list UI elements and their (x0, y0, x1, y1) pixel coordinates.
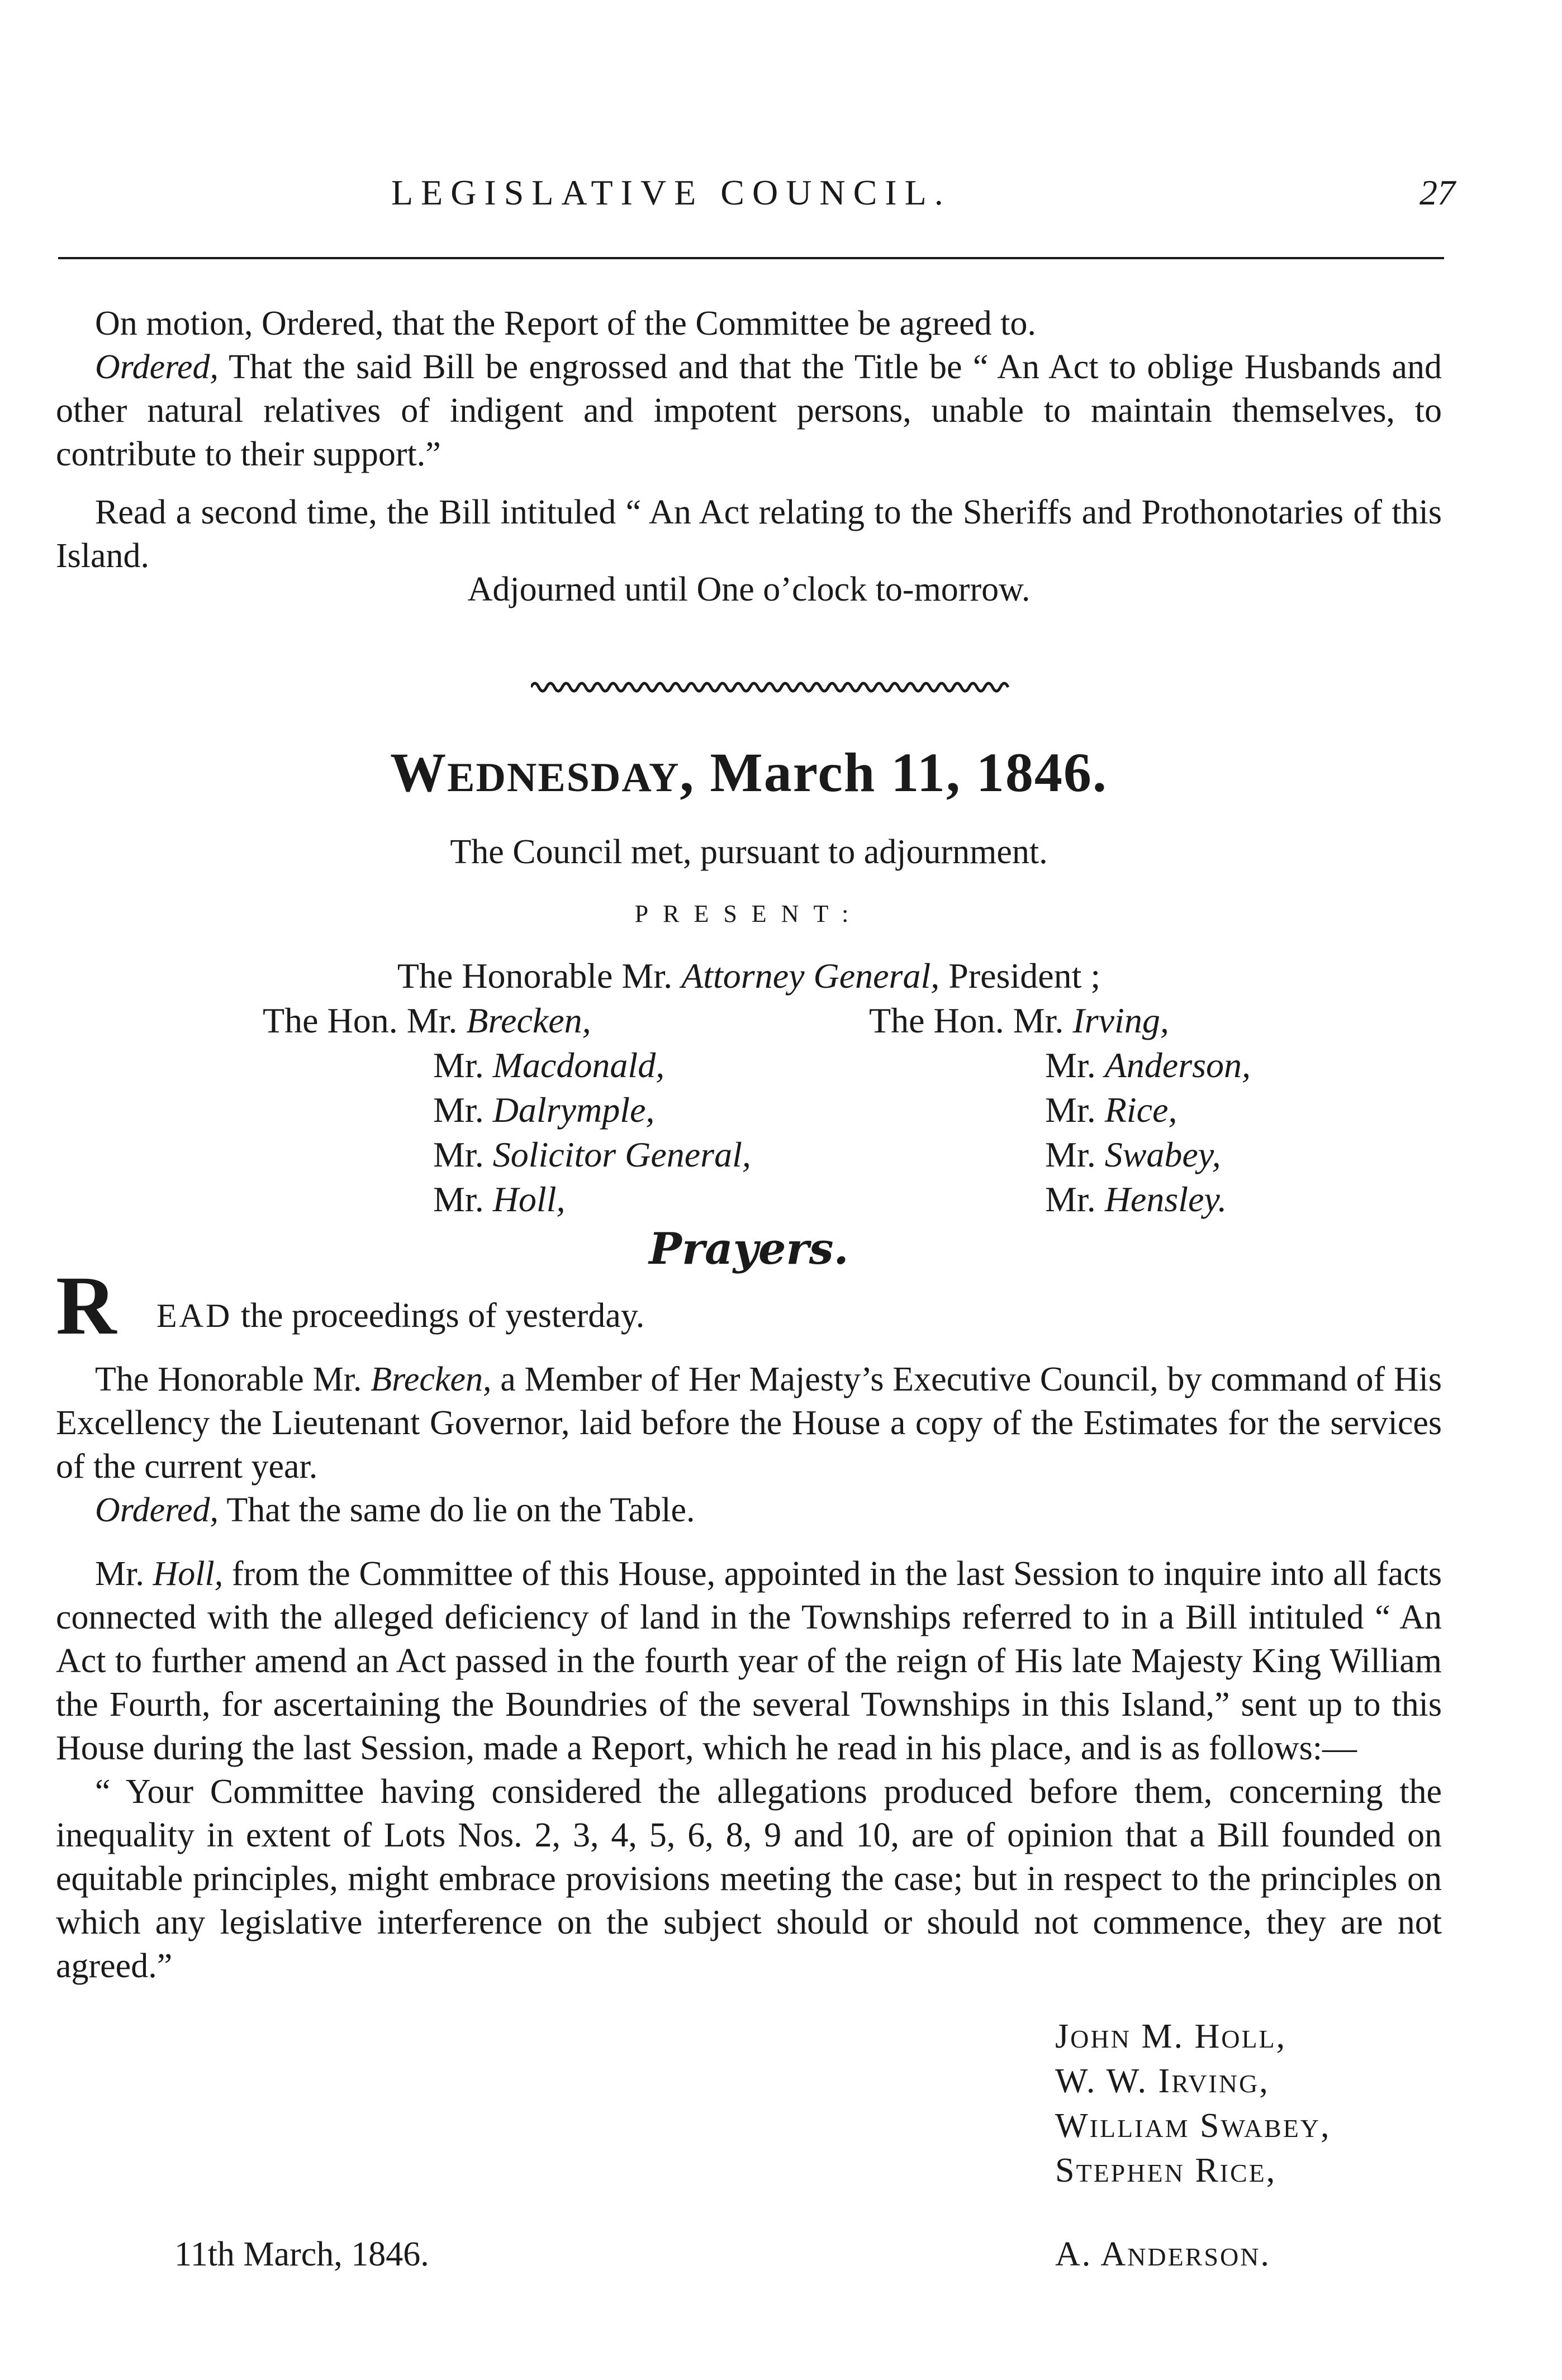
prayers-heading: Prayers. (649, 1224, 849, 1274)
member-left-4: Mr. Solicitor General, (433, 1135, 751, 1174)
member-left-5: Mr. Holl, (433, 1179, 566, 1219)
council-met-line: The Council met, pursuant to adjournment. (450, 833, 1048, 871)
member-right-2: Mr. Anderson, (1045, 1045, 1251, 1085)
ordered-italic: Ordered, (95, 348, 219, 386)
present-label: PRESENT: (634, 900, 863, 927)
drop-cap-letter: R (56, 1259, 117, 1352)
ordered-table-paragraph: Ordered, That the same do lie on the Table. (95, 1491, 695, 1529)
president-line: The Honorable Mr. Attorney General, President ; (397, 956, 1101, 996)
wavy-divider-ornament (531, 676, 1012, 698)
second-reading-paragraph: Read a second time, the Bill intituled “ An Act relating to the Sheriffs and Prothonotaries of this Island. (56, 493, 1442, 575)
page-number: 27 (1419, 173, 1455, 212)
signature-2: W. W. IRVING, (1055, 2062, 1270, 2100)
adjourned-line: Adjourned until One o’clock to-morrow. (467, 570, 1031, 608)
member-right-5: Mr. Hensley. (1045, 1179, 1227, 1219)
committee-report-quote: “ Your Committee having considered the allegations produced before them, concerning the inequality in extent of Lots Nos. 2, 3, 4, 5, 6, 8, 9 and 10, are of opinion that a Bill founded on equitable principles, might embrace provisions meeting the case; but in respect to the principles on which any legislative interference on the subject should or should not commence, they are not agreed.” (56, 1773, 1442, 1985)
member-right-4: Mr. Swabey, (1045, 1135, 1221, 1174)
signature-4: STEPHEN RICE, (1055, 2151, 1277, 2189)
signature-1: JOHN M. HOLL, (1055, 2017, 1287, 2055)
report-date: 11th March, 1846. (174, 2235, 429, 2273)
member-left-1: The Hon. Mr. Brecken, (263, 1001, 591, 1040)
member-left-3: Mr. Dalrymple, (433, 1090, 655, 1130)
running-head: LEGISLATIVE COUNCIL. (391, 173, 951, 212)
ordered-title-paragraph: Ordered, That the said Bill be engrossed and that the Title be “ An Act to oblige Husbands and other natural relatives of indigent and impotent persons, unable to maintain themselves, to contribute to their support.” (56, 348, 1442, 473)
member-left-2: Mr. Macdonald, (433, 1045, 665, 1085)
sitting-date-heading: WEDNESDAY, March 11, 1846. (390, 741, 1108, 803)
holl-report-paragraph: Mr. Holl, from the Committee of this House, appointed in the last Session to inquire into all facts connected with the alleged deficiency of land in the Townships referred to in a Bill intituled “ An Act to further amend an Act passed in the fourth year of the reign of His late Majesty King William the Fourth, for ascertaining the Boundries of the several Townships in this Island,” sent up to this House during the last Session, made a Report, which he read in his place, and is as follows:— (56, 1555, 1442, 1767)
signature-3: WILLIAM SWABEY, (1055, 2107, 1331, 2145)
signature-5: A. ANDERSON. (1055, 2235, 1271, 2273)
brecken-estimates-paragraph: The Honorable Mr. Brecken, a Member of Her Majesty’s Executive Council, by command of His Excellency the Lieutenant Governor, laid before the House a copy of the Estimates for the services of the current year. (56, 1360, 1442, 1486)
member-right-1: The Hon. Mr. Irving, (869, 1001, 1169, 1040)
header-rule (58, 257, 1444, 259)
read-proceedings-line: EAD the proceedings of yesterday. (156, 1297, 645, 1335)
member-right-3: Mr. Rice, (1045, 1090, 1178, 1130)
block-previous-sitting (56, 302, 1442, 578)
motion-paragraph: On motion, Ordered, that the Report of the Committee be agreed to. (95, 304, 1036, 342)
block-proceedings (56, 1358, 1442, 1988)
